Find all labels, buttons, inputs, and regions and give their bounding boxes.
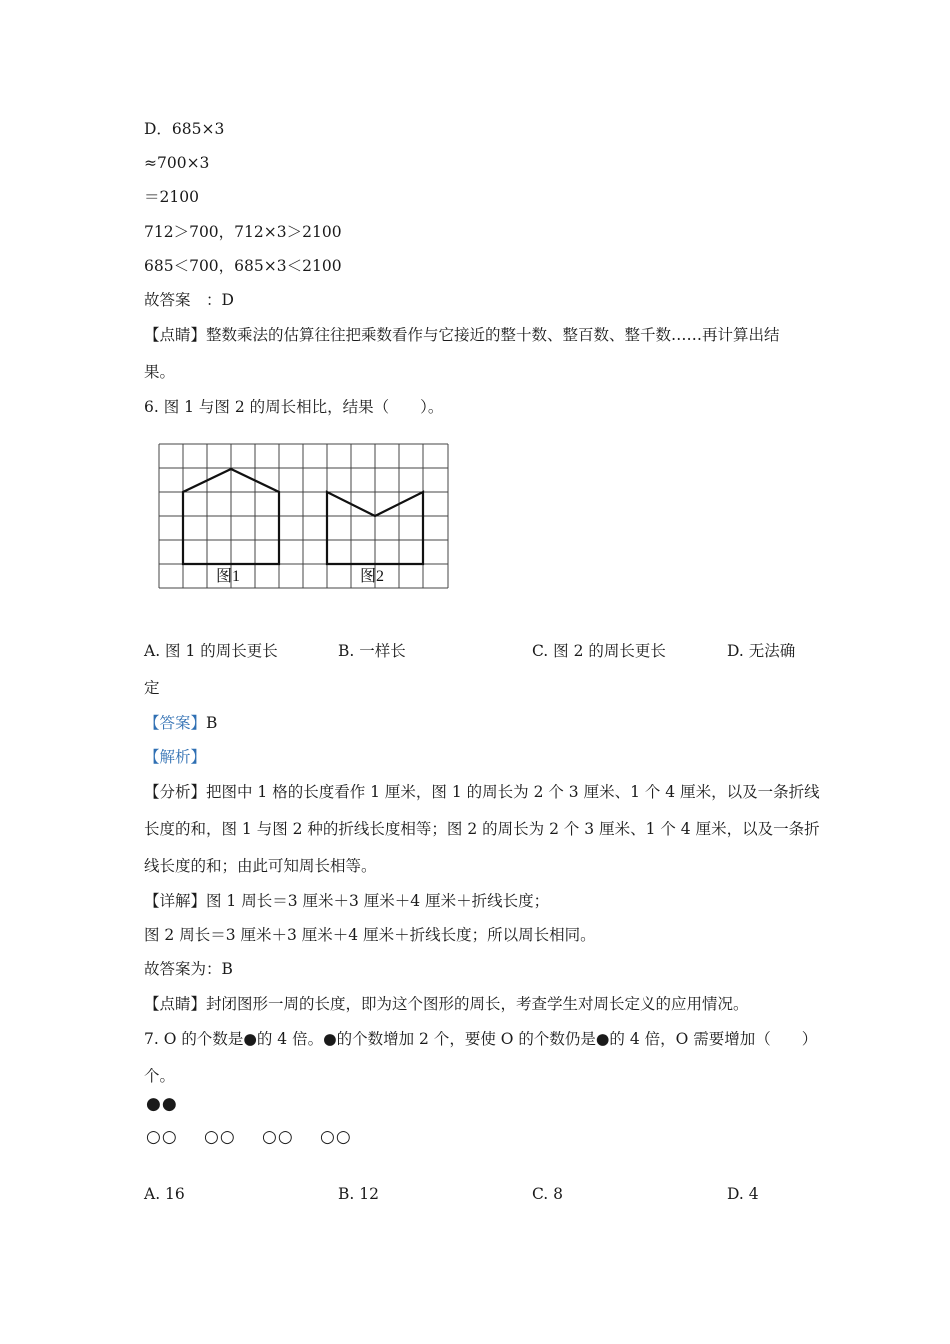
q6-answer [144, 712, 217, 734]
q6-option-d-continued: 定 [144, 679, 160, 697]
hollow-circle-group-4: ○○ [320, 1127, 352, 1147]
q6-detail-line-2: 图 2 周长＝3 厘米＋3 厘米＋4 厘米＋折线长度；所以周长相同。 [144, 926, 596, 944]
figure-1-label: 图1 [216, 568, 241, 585]
q6-analysis-line-2: 长度的和，图 1 与图 2 种的折线长度相等；图 2 的周长为 2 个 3 厘米、1 个 4 厘米，以及一条折 [144, 820, 820, 838]
q6-option-c[interactable]: C. 图 2 的周长更长 [532, 642, 666, 660]
q7-option-a[interactable]: A. 16 [144, 1185, 185, 1203]
q7-option-c[interactable]: C. 8 [532, 1185, 564, 1203]
question-6-stem: 6. 图 1 与图 2 的周长相比，结果（ ）。 [144, 398, 444, 416]
tip-5-line-1: 【点睛】整数乘法的估算往往把乘数看作与它接近的整十数、整百数、整千数……再计算出结 [144, 326, 780, 344]
tip-5-line-2: 果。 [144, 363, 176, 381]
question-7-stem-line-1: 7. O 的个数是●的 4 倍。●的个数增加 2 个，要使 O 的个数仍是●的 4 倍，O 需要增加（ ） [144, 1030, 818, 1048]
calc-line-3: ＝2100 [144, 188, 199, 206]
hollow-circle-group-1: ○○ [146, 1127, 178, 1147]
perimeter-grid-figure [158, 442, 450, 590]
q6-analysis-tag: 【解析】 [144, 748, 207, 766]
calc-line-2: ≈700×3 [144, 154, 210, 172]
q6-analysis-line-1: 【分析】把图中 1 格的长度看作 1 厘米，图 1 的周长为 2 个 3 厘米、1 个 4 厘米，以及一条折线 [144, 783, 820, 801]
q6-tip: 【点睛】封闭图形一周的长度，即为这个图形的周长，考查学生对周长定义的应用情况。 [144, 995, 749, 1013]
q6-option-d[interactable]: D. 无法确 [727, 642, 796, 660]
q6-final-answer: 故答案为：B [144, 960, 233, 978]
q7-option-d[interactable]: D. 4 [727, 1185, 759, 1203]
calc-line-5: 685＜700，685×3＜2100 [144, 257, 342, 275]
q7-option-b[interactable]: B. 12 [338, 1185, 379, 1203]
answer-tag: 【答案】 [144, 714, 207, 732]
calc-line-4: 712＞700，712×3＞2100 [144, 223, 342, 241]
calc-line-1: D．685×3 [144, 120, 225, 138]
answer-value: B [206, 714, 218, 732]
q6-detail-line-1: 【详解】图 1 周长＝3 厘米＋3 厘米＋4 厘米＋折线长度； [144, 892, 550, 910]
hollow-circle-group-3: ○○ [262, 1127, 294, 1147]
figure-2-label: 图2 [360, 568, 385, 585]
filled-circles-row: ●● [146, 1094, 178, 1114]
q6-option-a[interactable]: A. 图 1 的周长更长 [144, 642, 278, 660]
hollow-circle-group-2: ○○ [204, 1127, 236, 1147]
question-7-stem-line-2: 个。 [144, 1067, 176, 1085]
q6-option-b[interactable]: B. 一样长 [338, 642, 406, 660]
calc-answer: 故答案 ：D [144, 291, 234, 309]
q6-analysis-line-3: 线长度的和；由此可知周长相等。 [144, 857, 377, 875]
grid-lines [159, 444, 448, 588]
